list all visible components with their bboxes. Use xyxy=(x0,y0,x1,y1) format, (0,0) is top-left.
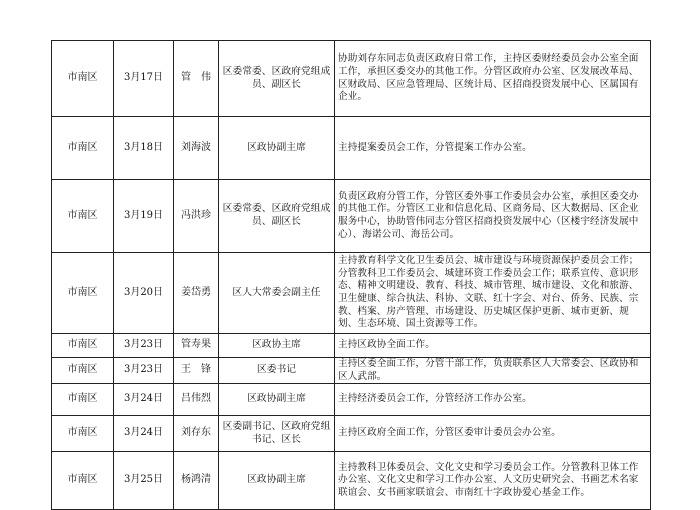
table-row xyxy=(52,41,651,117)
position-cell: 区政协副主席 xyxy=(219,384,335,416)
table-row xyxy=(52,334,651,358)
table-row xyxy=(52,117,651,180)
name-cell: 姜岱勇 xyxy=(174,253,219,334)
duties-cell: 主持区政协全面工作。 xyxy=(335,334,651,358)
region-cell: 市南区 xyxy=(52,358,114,384)
position-cell: 区政协副主席 xyxy=(219,452,335,510)
duties-cell: 主持区委全面工作，分管干部工作，负责联系区人大常委会、区政协和区人武部。 xyxy=(335,358,651,384)
duties-cell: 负责区政府分管工作，分管区委外事工作委员会办公室，承担区委交办的其他工作。分管区工业和信息化局、区商务局、区大数据局、区企业服务中心，协助管伟同志分管区招商投资发展中心（区楼宇经济发展中心）、海诺公司、海岳公司。 xyxy=(335,180,651,253)
table-row xyxy=(52,180,651,253)
name-cell: 吕伟烈 xyxy=(174,384,219,416)
table-body xyxy=(52,41,651,510)
date-cell: 3月24日 xyxy=(114,384,174,416)
position-cell: 区政协副主席 xyxy=(219,117,335,180)
position-cell: 区政协主席 xyxy=(219,334,335,358)
date-cell: 3月17日 xyxy=(114,41,174,117)
region-cell: 市南区 xyxy=(52,41,114,117)
table-row xyxy=(52,253,651,334)
date-cell: 3月19日 xyxy=(114,180,174,253)
position-cell: 区委书记 xyxy=(219,358,335,384)
date-cell: 3月23日 xyxy=(114,358,174,384)
region-cell: 市南区 xyxy=(52,180,114,253)
name-cell: 冯洪珍 xyxy=(174,180,219,253)
position-cell: 区人大常委会副主任 xyxy=(219,253,335,334)
region-cell: 市南区 xyxy=(52,253,114,334)
table-row xyxy=(52,452,651,510)
region-cell: 市南区 xyxy=(52,334,114,358)
date-cell: 3月25日 xyxy=(114,452,174,510)
table-row xyxy=(52,416,651,452)
date-cell: 3月18日 xyxy=(114,117,174,180)
name-cell: 管 伟 xyxy=(174,41,219,117)
position-cell: 区委常委、区政府党组成员、副区长 xyxy=(219,41,335,117)
duties-cell: 协助刘存东同志负责区政府日常工作，主持区委财经委员会办公室全面工作，承担区委交办的其他工作。分管区政府办公室、区发展改革局、区财政局、区应急管理局、区统计局、区招商投资发展中心、区属国有企业。 xyxy=(335,41,651,117)
officials-schedule-table xyxy=(51,40,651,510)
name-cell: 刘海波 xyxy=(174,117,219,180)
region-cell: 市南区 xyxy=(52,452,114,510)
table-row xyxy=(52,384,651,416)
table-row xyxy=(52,358,651,384)
duties-cell: 主持提案委员会工作，分管提案工作办公室。 xyxy=(335,117,651,180)
date-cell: 3月24日 xyxy=(114,416,174,452)
date-cell: 3月23日 xyxy=(114,334,174,358)
region-cell: 市南区 xyxy=(52,416,114,452)
name-cell: 杨鸿清 xyxy=(174,452,219,510)
position-cell: 区委常委、区政府党组成员、副区长 xyxy=(219,180,335,253)
duties-cell: 主持经济委员会工作，分管经济工作办公室。 xyxy=(335,384,651,416)
position-cell: 区委副书记、区政府党组书记、区长 xyxy=(219,416,335,452)
name-cell: 王 锋 xyxy=(174,358,219,384)
duties-cell: 主持教科卫体委员会、文化文史和学习委员会工作。分管教科卫体工作办公室、文化文史和学习工作办公室、人文历史研究会、书画艺术名家联谊会、女书画家联谊会、市南红十字政协爱心基金工作。 xyxy=(335,452,651,510)
name-cell: 管寿果 xyxy=(174,334,219,358)
duties-cell: 主持区政府全面工作，分管区委审计委员会办公室。 xyxy=(335,416,651,452)
duties-cell: 主持教育科学文化卫生委员会、城市建设与环境资源保护委员会工作；分管教科卫工作委员会、城建环资工作委员会工作；联系宣传、意识形态、精神文明建设、教育、科技、城市管理、城市建设、文化和旅游、卫生健康、综合执法、科协、文联、红十字会、对台、侨务、民族、宗教、档案、房产管理、市场建设、历史城区保护更新、城市更新、规划、生态环境、国土资源等工作。 xyxy=(335,253,651,334)
region-cell: 市南区 xyxy=(52,384,114,416)
region-cell: 市南区 xyxy=(52,117,114,180)
date-cell: 3月20日 xyxy=(114,253,174,334)
name-cell: 刘存东 xyxy=(174,416,219,452)
